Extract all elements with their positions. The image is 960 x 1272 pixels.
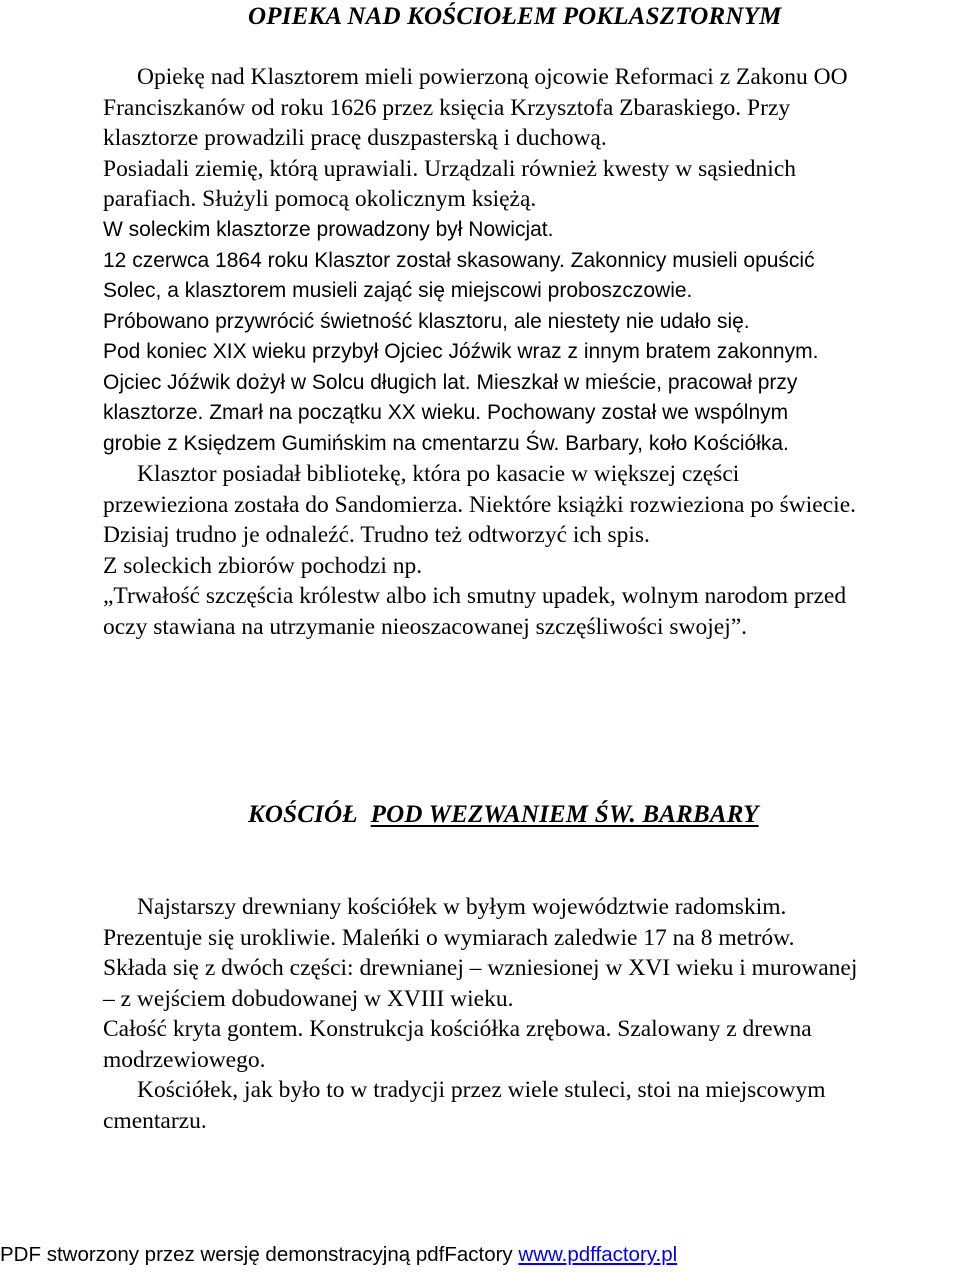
pdf-footer xyxy=(0,1242,677,1268)
paragraph-opieka xyxy=(103,62,960,215)
text-line: klasztorze prowadzili pracę duszpasterską i duchową. xyxy=(103,125,607,151)
text-line: Dzisiaj trudno je odnaleźć. Trudno też odtworzyć ich spis. xyxy=(103,522,650,548)
text-line: – z wejściem dobudowanej w XVIII wieku. xyxy=(103,985,514,1012)
text-line: Solec, a klasztorem musieli zająć się miejscowi proboszczowie. xyxy=(103,279,693,302)
text-line: Ojciec Jóźwik dożył w Solcu długich lat. Mieszkał w mieście, pracował przy xyxy=(103,370,798,394)
text-line: „Trwałość szczęścia królestw albo ich smutny upadek, wolnym narodom przed xyxy=(103,583,847,609)
footer-link[interactable]: www.pdffactory.pl xyxy=(518,1243,678,1266)
text-line: Z soleckich zbiorów pochodzi np. xyxy=(103,552,423,579)
section-title-underlined: POD WEZWANIEM ŚW. BARBARY xyxy=(370,801,759,828)
text-line: Pod koniec XIX wieku przybył Ojciec Jóźwik wraz z innym bratem zakonnym. xyxy=(103,340,819,363)
text-line: Kościółek, jak było to w tradycji przez wiele stuleci, stoi na miejscowym xyxy=(137,1077,826,1103)
text-line: 12 czerwca 1864 roku Klasztor został skasowany. Zakonnicy musieli opuścić xyxy=(103,248,815,272)
text-line: Całość kryta gontem. Konstrukcja kościółka zrębowa. Szalowany z drewna xyxy=(103,1016,812,1042)
text-line: Najstarszy drewniany kościółek w byłym województwie radomskim. xyxy=(137,894,787,920)
paragraph-nowicjat xyxy=(103,215,960,459)
text-line: Prezentuje się urokliwie. Maleńki o wymiarach zaledwie 17 na 8 metrów. xyxy=(103,924,795,951)
text-line: przewieziona została do Sandomierza. Niektóre książki rozwieziona po świecie. xyxy=(103,491,856,518)
text-line: Składa się z dwóch części: drewnianej – wzniesionej w XVI wieku i murowanej xyxy=(103,955,858,981)
section-title-opieka: OPIEKA NAD KOŚCIOŁEM POKLASZTORNYM xyxy=(248,3,782,30)
text-line: oczy stawiana na utrzymanie nieoszacowanej szczęśliwości swojej”. xyxy=(103,613,748,640)
text-line: Franciszkanów od roku 1626 przez księcia Krzysztofa Zbaraskiego. Przy xyxy=(103,94,791,121)
text-line: modrzewiowego. xyxy=(103,1046,266,1073)
text-line: parafiach. Służyli pomocą okolicznym księżą. xyxy=(103,186,537,212)
section-title-kosciol xyxy=(248,800,759,830)
text-line: Próbowano przywrócić świetność klasztoru, ale niestety nie udało się. xyxy=(103,309,750,333)
text-line: Posiadali ziemię, którą uprawiali. Urządzali również kwesty w sąsiednich xyxy=(103,155,797,182)
footer-text: PDF stworzony przez wersję demonstracyjną pdfFactory xyxy=(0,1243,519,1266)
section-title-prefix: KOŚCIÓŁ xyxy=(248,801,358,828)
text-line: grobie z Księdzem Gumińskim na cmentarzu Św. Barbary, koło Kościółka. xyxy=(103,431,789,455)
text-line: Klasztor posiadał bibliotekę, która po kasacie w większej części xyxy=(137,461,740,487)
text-line: W soleckim klasztorze prowadzony był Nowicjat. xyxy=(103,218,554,241)
text-line: klasztorze. Zmarł na początku XX wieku. Pochowany został we wspólnym xyxy=(103,401,789,424)
paragraph-kosciol xyxy=(103,892,960,1136)
paragraph-biblioteka xyxy=(103,459,960,642)
text-line: Opiekę nad Klasztorem mieli powierzoną ojcowie Reformaci z Zakonu OO xyxy=(137,64,848,90)
text-line: cmentarzu. xyxy=(103,1107,207,1134)
